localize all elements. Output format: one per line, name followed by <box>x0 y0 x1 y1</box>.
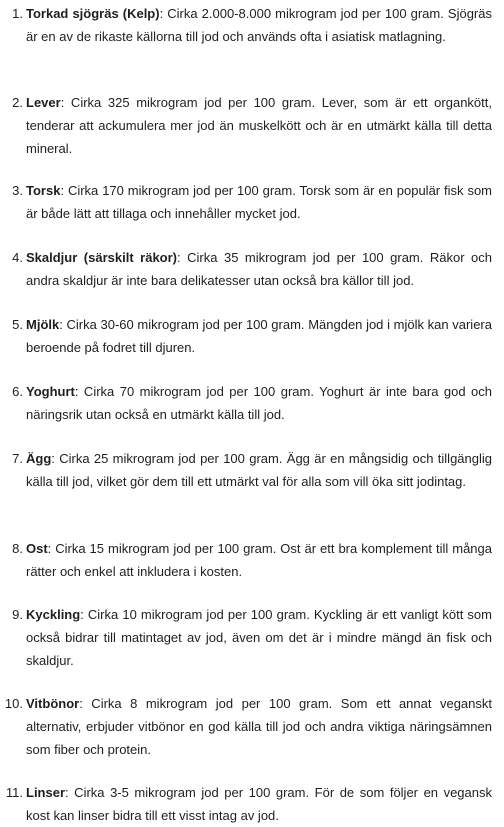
item-name: Ägg <box>26 451 52 466</box>
item-name: Lever <box>26 95 61 110</box>
item-name: Kyckling <box>26 607 81 622</box>
item-number: 7. <box>12 451 23 466</box>
item-name: Skaldjur (särskilt räkor) <box>26 250 178 265</box>
list-item <box>0 447 504 493</box>
item-text <box>26 313 492 359</box>
list-item <box>0 380 504 426</box>
item-text <box>26 603 492 672</box>
item-description: : Cirka 2.000-8.000 mikrogram jod per 100 gram. Sjögräs är en av de rikaste källorna till jod och används ofta i asiatisk matlagning. <box>26 6 492 44</box>
item-number: 2. <box>12 95 23 110</box>
item-name: Ost <box>26 541 48 556</box>
item-number: 6. <box>12 384 23 399</box>
item-text <box>26 537 492 583</box>
item-number: 4. <box>12 250 23 265</box>
item-description: : Cirka 8 mikrogram jod per 100 gram. Som ett annat veganskt alternativ, erbjuder vitbönor en god källa till jod och andra viktiga näringsämnen som fiber och protein. <box>26 696 492 757</box>
item-number: 1. <box>12 6 23 21</box>
list-item <box>0 91 504 160</box>
item-number: 3. <box>12 183 23 198</box>
item-text <box>26 246 492 292</box>
list-item <box>0 781 504 827</box>
item-description: : Cirka 15 mikrogram jod per 100 gram. Ost är ett bra komplement till många rätter och enkel att inkludera i kosten. <box>26 541 492 579</box>
list-item <box>0 692 504 761</box>
item-text <box>26 781 492 827</box>
list-item <box>0 537 504 583</box>
item-text <box>26 179 492 225</box>
item-name: Vitbönor <box>26 696 80 711</box>
item-number: 11. <box>5 785 23 800</box>
item-number: 9. <box>12 607 23 622</box>
item-name: Yoghurt <box>26 384 75 399</box>
item-text <box>26 447 492 493</box>
item-text <box>26 692 492 761</box>
item-description: : Cirka 170 mikrogram jod per 100 gram. Torsk som är en populär fisk som är både lätt att tillaga och innehåller mycket jod. <box>26 183 492 221</box>
list-item <box>0 179 504 225</box>
item-description: : Cirka 25 mikrogram jod per 100 gram. Ägg är en mångsidig och tillgänglig källa till jod, vilket gör dem till ett utmärkt val för alla som vill öka sitt jodintag. <box>26 451 492 489</box>
item-name: Torkad sjögräs (Kelp) <box>26 6 160 21</box>
item-description: : Cirka 70 mikrogram jod per 100 gram. Yoghurt är inte bara god och näringsrik utan också en utmärkt källa till jod. <box>26 384 492 422</box>
item-number: 8. <box>12 541 23 556</box>
item-text <box>26 2 492 48</box>
item-number: 10. <box>4 696 23 711</box>
item-text <box>26 91 492 160</box>
item-description: : Cirka 35 mikrogram jod per 100 gram. Räkor och andra skaldjur är inte bara delikatesser utan också bra källor till jod. <box>26 250 492 288</box>
item-text <box>26 380 492 426</box>
item-number: 5. <box>12 317 23 332</box>
item-name: Torsk <box>26 183 61 198</box>
list-item <box>0 313 504 359</box>
item-description: : Cirka 30-60 mikrogram jod per 100 gram. Mängden jod i mjölk kan variera beroende på fodret till djuren. <box>26 317 492 355</box>
item-description: : Cirka 325 mikrogram jod per 100 gram. Lever, som är ett organkött, tenderar att ackumulera mer jod än muskelkött och är en utmärkt källa till detta mineral. <box>26 95 492 156</box>
list-item <box>0 2 504 48</box>
item-description: : Cirka 10 mikrogram jod per 100 gram. Kyckling är ett vanligt kött som också bidrar till matintaget av jod, även om det är i mindre mängd än fisk och skaldjur. <box>26 607 492 668</box>
item-description: : Cirka 3-5 mikrogram jod per 100 gram. För de som följer en vegansk kost kan linser bidra till ett visst intag av jod. <box>26 785 492 823</box>
list-item <box>0 246 504 292</box>
list-item <box>0 603 504 672</box>
item-name: Mjölk <box>26 317 60 332</box>
item-name: Linser <box>26 785 66 800</box>
